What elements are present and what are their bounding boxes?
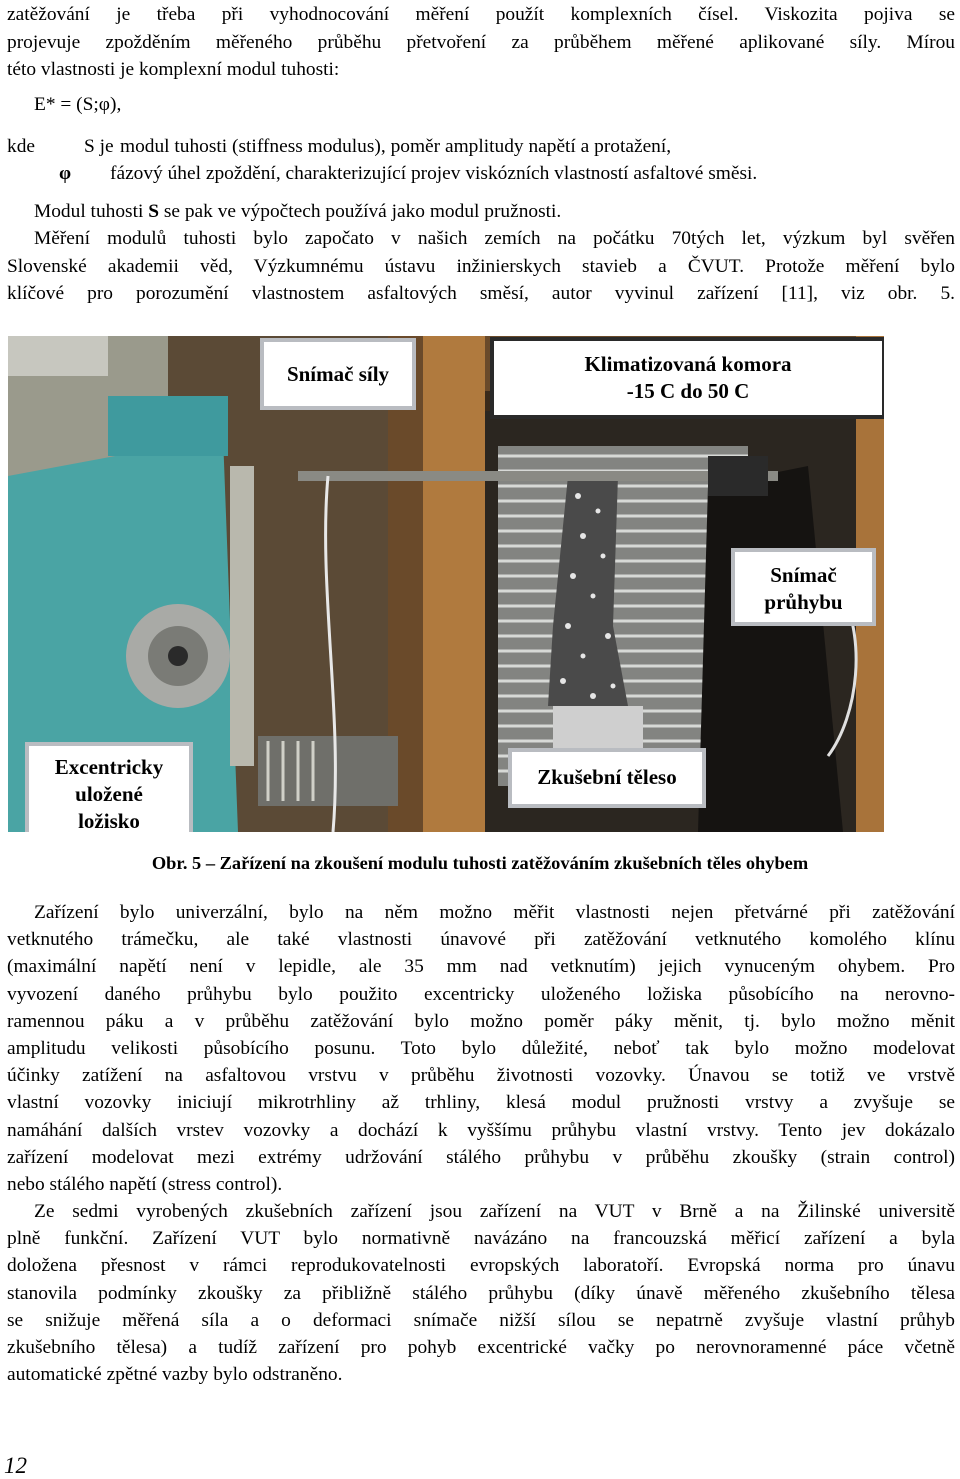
label-climate-chamber bbox=[490, 337, 884, 419]
intro-line-1: zatěžování je třeba při vyhodnocování měření použít komplexních čísel. Viskozita pojiva se bbox=[7, 4, 955, 25]
modulus-note-symbol: S bbox=[148, 201, 160, 222]
seven-devices-line-1: Ze sedmi vyrobených zkušebních zařízení jsou zařízení na VUT v Brně a na Žilinské universitě bbox=[34, 1201, 955, 1222]
page-number: 12 bbox=[4, 1453, 27, 1478]
label-force-sensor: Snímač síly bbox=[260, 338, 416, 410]
label-eccentric-bearing-line2: uložené bbox=[75, 782, 143, 806]
definition-s-description: modul tuhosti (stiffness modulus), poměr amplitudy napětí a protažení, bbox=[120, 136, 672, 157]
history-line-2: Slovenské akademii věd, Výzkumnému ústavu inžinierskych stavieb a ČVUT. Protože měření bylo bbox=[7, 256, 955, 277]
label-climate-chamber-line2: -15 C do 50 C bbox=[626, 379, 750, 403]
figure-photo bbox=[8, 336, 884, 832]
seven-devices-line-3: doložena přesnost v rámci reprodukovatelnosti evropských laboratoří. Evropská norma pro únavu bbox=[7, 1255, 955, 1277]
definitions-list bbox=[7, 133, 955, 187]
label-eccentric-bearing bbox=[25, 742, 193, 832]
intro-line-3: této vlastnosti je komplexní modul tuhosti: bbox=[7, 59, 340, 80]
label-eccentric-bearing-line1: Excentricky bbox=[54, 755, 164, 779]
device-line-11: nebo stálého napětí (stress control). bbox=[7, 1174, 283, 1195]
device-line-10: zařízení modelovat mezi extrémy udržování stálého průhybu v průběhu zkoušky (strain control) bbox=[7, 1146, 955, 1168]
seven-devices-line-2: plně funkční. Zařízení VUT bylo normativně navázáno na francouzská měřicí zařízení a byla bbox=[7, 1228, 955, 1250]
intro-line-2: projevuje zpožděním měřeného průběhu přetvoření za průběhem měřené aplikované síly. Mírou bbox=[7, 32, 955, 53]
seven-devices-line-7: automatické zpětné vazby bylo odstraněno. bbox=[7, 1364, 343, 1386]
history-line-1: Měření modulů tuhosti bylo započato v našich zemích na počátku 70tých let, výzkum byl svěřen bbox=[34, 228, 955, 249]
definition-kde-label: kde bbox=[7, 136, 35, 157]
definition-s-symbol: S je bbox=[84, 136, 114, 157]
history-line-3: klíčové pro porozumění vlastnostem asfaltových směsí, autor vyvinul zařízení [11], viz obr. 5. bbox=[7, 283, 955, 304]
device-line-5: ramennou páku a v průběhu zatěžování bylo možno poměr páky měnit, tj. bylo možno měnit bbox=[7, 1010, 955, 1032]
seven-devices-line-4: stanovila podmínky zkoušky za přibližně stálého průhybu (díky únavě měřeného zkušebního tělesa bbox=[7, 1282, 955, 1304]
label-deflection-sensor bbox=[731, 548, 876, 626]
device-line-2: vetknutého trámečku, ale také vlastnosti únavové při zatěžování vetknutého komolého klínu bbox=[7, 929, 955, 951]
formula-complex-modulus: E* = (S;φ), bbox=[34, 94, 122, 115]
device-line-1: Zařízení bylo univerzální, bylo na něm možno měřit vlastnosti nejen přetvárné při zatěžování bbox=[34, 902, 955, 923]
label-deflection-sensor-line2: průhybu bbox=[764, 590, 843, 614]
label-deflection-sensor-line1: Snímač bbox=[770, 563, 837, 587]
label-eccentric-bearing-line3: ložisko bbox=[78, 809, 140, 832]
seven-devices-line-6: zkušebního tělesa) a tudíž zařízení pro pohyb excentrické vačky po nerovnoramenné páce včetně bbox=[7, 1337, 955, 1358]
device-line-6: amplitudu velikosti působícího posunu. Toto bylo důležité, neboť tak bylo možno modelovat bbox=[7, 1038, 955, 1059]
label-test-specimen: Zkušební těleso bbox=[508, 748, 706, 808]
definition-phi-symbol: φ bbox=[59, 163, 72, 184]
device-line-7: účinky zatížení na asfaltovou vrstvu v průběhu životnosti vozovky. Únavou se totiž ve vrstvě bbox=[7, 1065, 955, 1087]
definition-phi bbox=[7, 160, 955, 187]
definition-phi-description: fázový úhel zpoždění, charakterizující projev viskózních vlastností asfaltové směsi. bbox=[110, 163, 758, 184]
modulus-note bbox=[34, 198, 960, 225]
figure-caption: Obr. 5 – Zařízení na zkoušení modulu tuhosti zatěžováním zkušebních těles ohybem bbox=[151, 853, 809, 873]
modulus-note-before: Modul tuhosti bbox=[34, 201, 149, 222]
definition-s bbox=[7, 133, 955, 160]
device-line-4: vyvození daného průhybu bylo použito excentricky uloženého ložiska působícího na nerovno- bbox=[7, 983, 955, 1005]
device-line-9: namáhání dalších vrstev vozovky a dochází k vyššímu průhybu vlastní vrstvy. Tento jev dokázalo bbox=[7, 1119, 955, 1141]
device-line-3: (maximální napětí není v lepidle, ale 35 mm nad vetknutím) jejich vynuceným ohybem. Pro bbox=[7, 956, 955, 978]
modulus-note-after: se pak ve výpočtech používá jako modul pružnosti. bbox=[159, 201, 562, 222]
label-climate-chamber-line1: Klimatizovaná komora bbox=[584, 352, 792, 376]
seven-devices-line-5: se snižuje měřená síla a o deformaci snímače nižší sílou se nepatrně zvyšuje vlastní průhyb bbox=[7, 1309, 955, 1331]
device-line-8: vlastní vozovky iniciují mikrotrhliny až trhliny, klesá modul pružnosti vrstvy a zvyšuje se bbox=[7, 1092, 955, 1114]
